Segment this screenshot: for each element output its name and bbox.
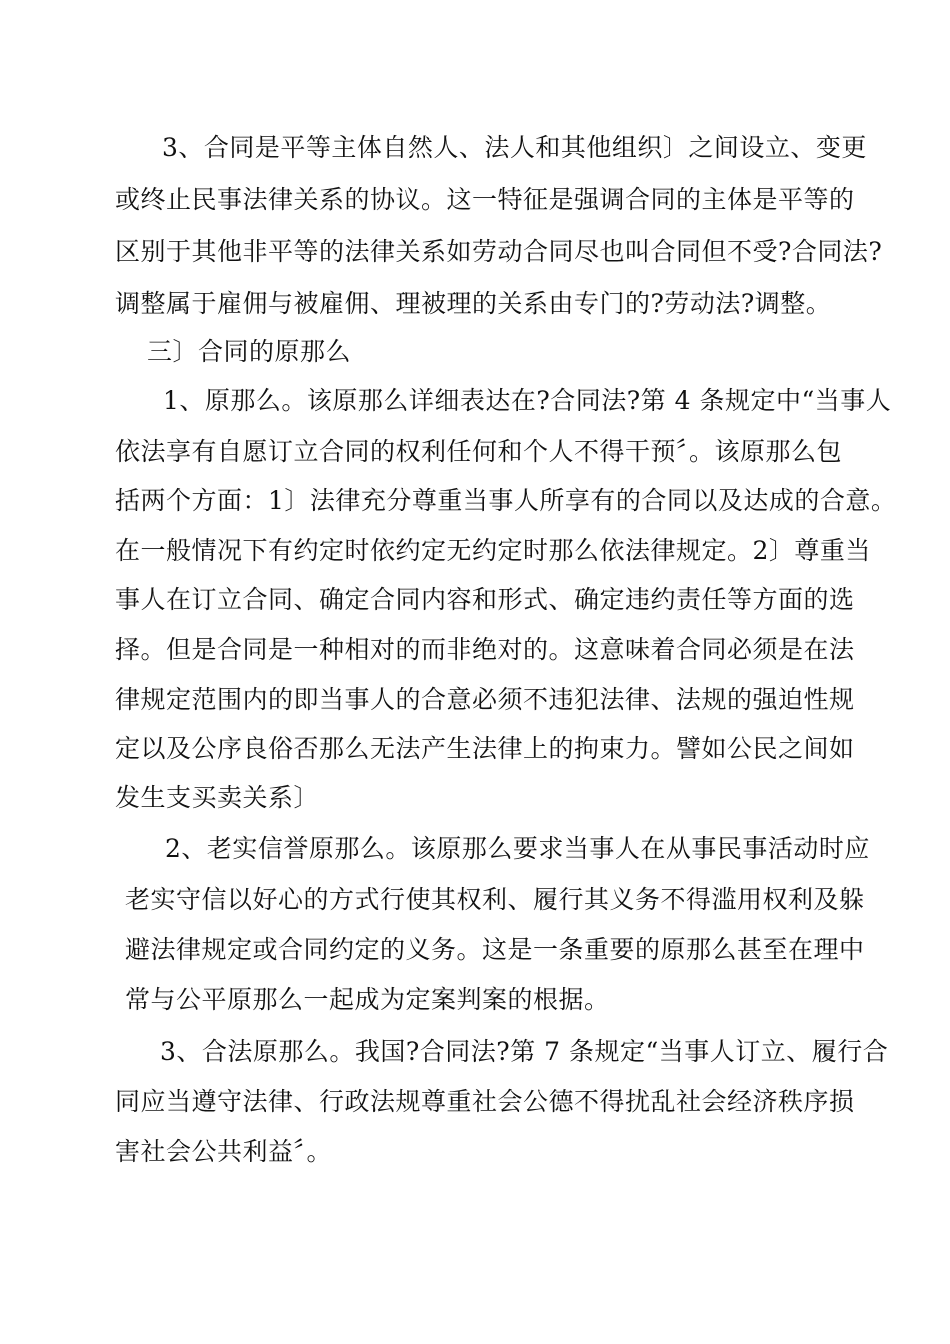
text-line: 调整属于雇佣与被雇佣、理被理的关系由专门的?劳动法?调整。: [115, 289, 832, 318]
text-line: 或终止民事法律关系的协议。这一特征是强调合同的主体是平等的: [115, 185, 855, 214]
text-line: 事人在订立合同、确定合同内容和形式、确定违约责任等方面的选: [115, 585, 855, 614]
text-line: 1、原那么。该原那么详细表达在?合同法?第 4 条规定中“当事人: [163, 386, 892, 415]
text-line: 括两个方面：1〕法律充分尊重当事人所享有的合同以及达成的合意。: [115, 486, 897, 515]
text-line: 老实守信以好心的方式行使其权利、履行其义务不得滥用权利及躲: [125, 885, 865, 914]
text-line: 择。但是合同是一种相对的而非绝对的。这意味着合同必须是在法: [115, 635, 855, 664]
text-line: 依法享有自愿订立合同的权利任何和个人不得干预〞。该原那么包: [115, 437, 843, 466]
text-line: 律规定范围内的即当事人的合意必须不违犯法律、法规的强迫性规: [115, 685, 855, 714]
text-line: 在一般情况下有约定时依约定无约定时那么依法律规定。2〕尊重当: [115, 536, 871, 565]
text-line: 2、老实信誉原那么。该原那么要求当事人在从事民事活动时应: [165, 834, 870, 863]
text-line: 3、合法原那么。我国?合同法?第 7 条规定“当事人订立、履行合: [160, 1037, 889, 1066]
section-heading: 三〕合同的原那么: [147, 337, 352, 366]
text-line: 同应当遵守法律、行政法规尊重社会公德不得扰乱社会经济秩序损: [115, 1087, 855, 1116]
text-line: 发生支买卖关系〕: [115, 783, 320, 812]
text-line: 常与公平原那么一起成为定案判案的根据。: [125, 985, 610, 1014]
text-line: 定以及公序良俗否那么无法产生法律上的拘束力。譬如公民之间如: [115, 734, 855, 763]
text-line: 3、合同是平等主体自然人、法人和其他组织〕之间设立、变更: [162, 133, 867, 162]
text-line: 区别于其他非平等的法律关系如劳动合同尽也叫合同但不受?合同法?: [115, 237, 883, 266]
text-line: 避法律规定或合同约定的义务。这是一条重要的原那么甚至在理中: [125, 935, 865, 964]
text-line: 害社会公共利益〞。: [115, 1137, 333, 1166]
